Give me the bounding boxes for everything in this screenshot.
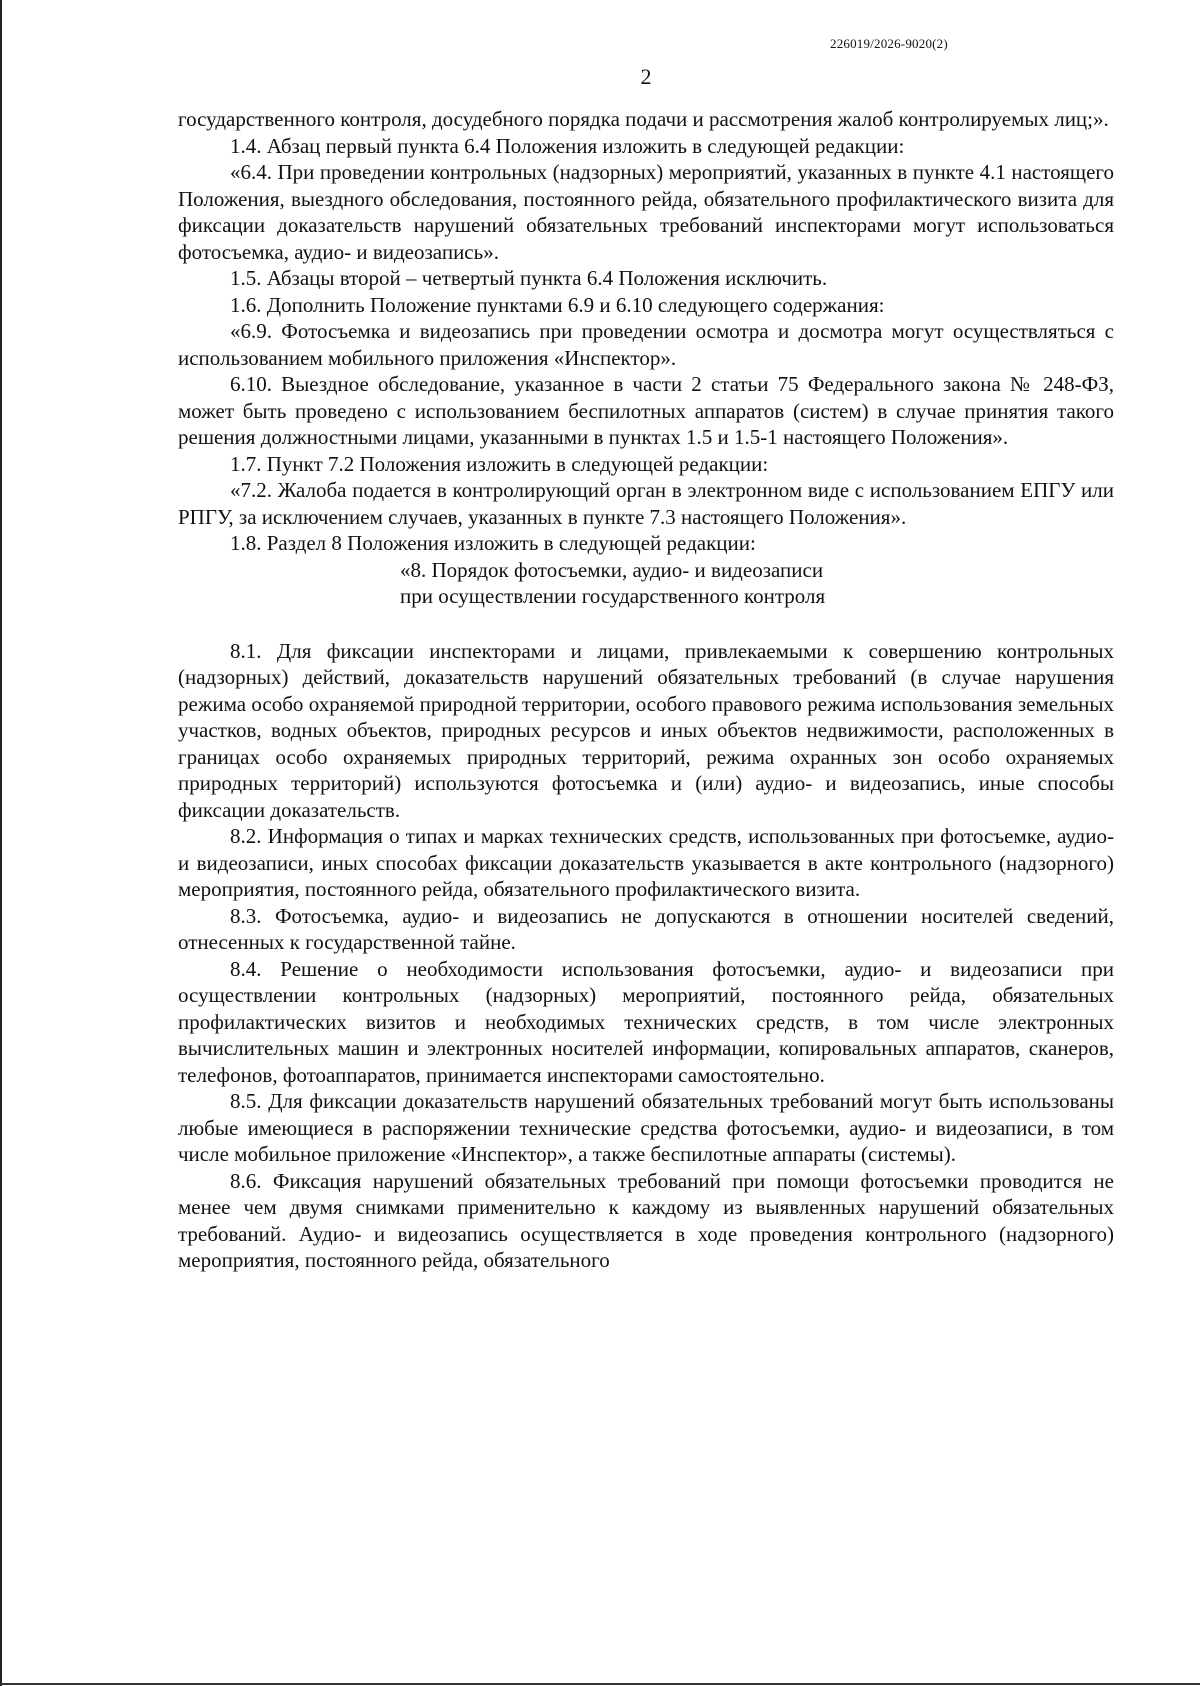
- scan-edge-bottom: [0, 1683, 1200, 1685]
- paragraph: «6.4. При проведении контрольных (надзорных) мероприятий, указанных в пункте 4.1 настоящего Положения, выездного обследования, постоянного рейда, обязательного профилактического визита для фиксации доказательств нарушений обязательных требований инспекторами могут использоваться фотосъемка, аудио- и видеозапись».: [178, 160, 1114, 264]
- document-id: 226019/2026-9020(2): [830, 36, 948, 51]
- page-number: 2: [640, 64, 652, 89]
- paragraph: 1.5. Абзацы второй – четвертый пункта 6.4 Положения исключить.: [230, 266, 828, 290]
- paragraph: 8.6. Фиксация нарушений обязательных требований при помощи фотосъемки проводится не менее чем двумя снимками применительно к каждому из выявленных нарушений обязательных требований. Аудио- и видеозапись осуществляется в ходе проведения контрольного (надзорного) мероприятия, постоянного рейда, обязательного: [178, 1168, 1114, 1272]
- paragraph: 8.1. Для фиксации инспекторами и лицами, привлекаемыми к совершению контрольных (надзорных) действий, доказательств нарушений обязательных требований (в случае нарушения режима особо охраняемой природной территории, особого правового режима использования земельных участков, водных объектов, природных ресурсов и иных объектов недвижимости, расположенных в границах особо охраняемых природных территорий, режима охранных зон особо охраняемых природных территорий) используются фотосъемка и (или) аудио- и видеозапись, иные способы фиксации доказательств.: [178, 638, 1114, 822]
- document-body: [178, 106, 1114, 1274]
- scan-edge-left: [0, 0, 2, 1686]
- paragraph: 8.4. Решение о необходимости использования фотосъемки, аудио- и видеозаписи при осуществлении контрольных (надзорных) мероприятий, постоянного рейда, обязательных профилактических визитов и необходимых технических средств, в том числе электронных вычислительных машин и электронных носителей информации, копировальных аппаратов, сканеров, телефонов, фотоаппаратов, принимается инспекторами самостоятельно.: [178, 956, 1114, 1087]
- paragraph: 1.7. Пункт 7.2 Положения изложить в следующей редакции:: [230, 451, 769, 476]
- paragraph: 8.2. Информация о типах и марках технических средств, использованных при фотосъемке, аудио- и видеозаписи, иных способах фиксации доказательств указывается в акте контрольного (надзорного) мероприятия, постоянного рейда, обязательного профилактического визита.: [178, 824, 1114, 901]
- paragraph: 6.10. Выездное обследование, указанное в части 2 статьи 75 Федерального закона № 248-ФЗ, может быть проведено с использованием беспилотных аппаратов (систем) в случае принятия такого решения должностными лицами, указанными в пунктах 1.5 и 1.5-1 настоящего Положения».: [178, 372, 1114, 449]
- paragraph: 1.4. Абзац первый пункта 6.4 Положения изложить в следующей редакции:: [230, 133, 905, 158]
- paragraph: 8.3. Фотосъемка, аудио- и видеозапись не допускаются в отношении носителей сведений, отнесенных к государственной тайне.: [178, 903, 1114, 954]
- section-heading: при осуществлении государственного контроля: [400, 584, 826, 608]
- paragraph: 8.5. Для фиксации доказательств нарушений обязательных требований могут быть использованы любые имеющиеся в распоряжении технические средства фотосъемки, аудио- и видеозаписи, в том числе мобильное приложение «Инспектор», а также беспилотные аппараты (системы).: [178, 1089, 1114, 1166]
- paragraph: 1.8. Раздел 8 Положения изложить в следующей редакции:: [230, 531, 756, 555]
- section-heading: «8. Порядок фотосъемки, аудио- и видеозаписи: [400, 557, 824, 582]
- paragraph: «6.9. Фотосъемка и видеозапись при проведении осмотра и досмотра могут осуществляться с использованием мобильного приложения «Инспектор».: [178, 319, 1114, 370]
- paragraph: государственного контроля, досудебного порядка подачи и рассмотрения жалоб контролируемых лиц;».: [178, 107, 1109, 131]
- paragraph: 1.6. Дополнить Положение пунктами 6.9 и 6.10 следующего содержания:: [230, 292, 885, 317]
- paragraph: «7.2. Жалоба подается в контролирующий орган в электронном виде с использованием ЕПГУ или РПГУ, за исключением случаев, указанных в пункте 7.3 настоящего Положения».: [178, 478, 1114, 529]
